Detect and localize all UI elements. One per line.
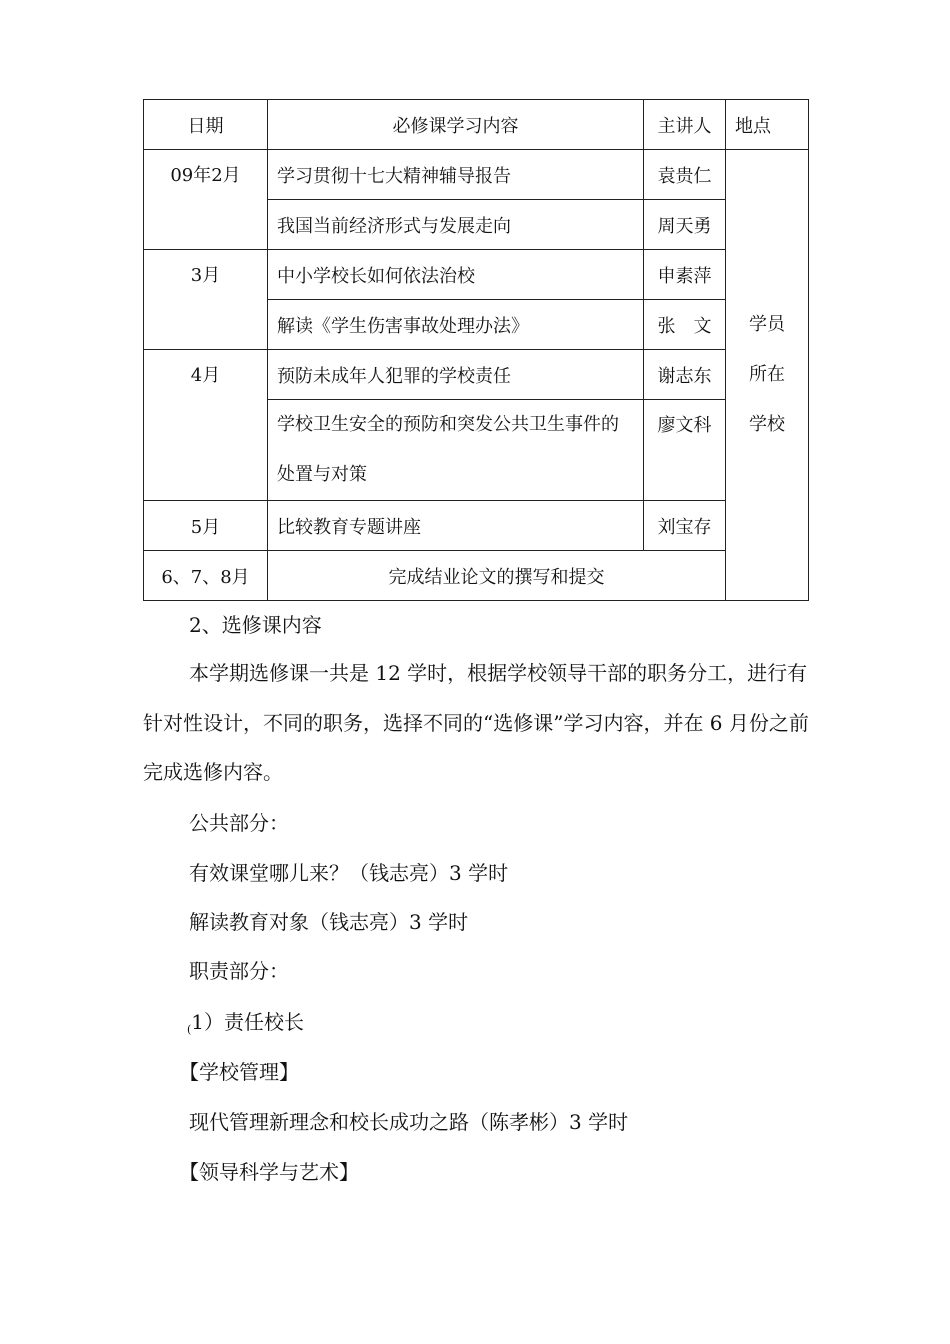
place-cell: [726, 150, 809, 601]
speaker-cell: 周天勇: [644, 200, 726, 250]
table-header-row: [144, 100, 809, 150]
speaker-cell: 刘宝存: [644, 501, 726, 551]
place-text: 学员所在学校: [748, 314, 785, 435]
table-row: [144, 551, 809, 601]
public-item-2: 解读教育对象（钱志亮）3 学时: [189, 910, 469, 934]
content-cell: 我国当前经济形式与发展走向: [268, 200, 644, 250]
table-row: [144, 150, 809, 200]
duty-item: [143, 1007, 813, 1045]
speaker-cell: 谢志东: [644, 350, 726, 400]
category-item: 现代管理新理念和校长成功之路（陈孝彬）3 学时: [189, 1110, 629, 1134]
header-content: 必修课学习内容: [268, 100, 644, 150]
speaker-cell: 廖文科: [644, 400, 726, 501]
content-cell: 学校卫生安全的预防和突发公共卫生事件的处置与对策: [268, 400, 644, 501]
table-row: [144, 250, 809, 300]
public-label: 公共部分：: [189, 811, 289, 835]
category-heading: 【领导科学与艺术】: [179, 1160, 359, 1184]
duty-mark: (: [187, 1023, 192, 1036]
date-cell: 09年2月: [144, 150, 268, 250]
date-cell: 3月: [144, 250, 268, 350]
public-item-1: 有效课堂哪儿来？（钱志亮）3 学时: [189, 861, 509, 885]
table-row: [144, 501, 809, 551]
content-cell: 学习贯彻十七大精神辅导报告: [268, 150, 644, 200]
header-place: 地点: [726, 100, 809, 150]
category-heading: 【学校管理】: [179, 1060, 299, 1084]
date-cell: 5月: [144, 501, 268, 551]
speaker-cell: 张 文: [644, 300, 726, 350]
date-cell: 4月: [144, 350, 268, 501]
content-cell: 预防未成年人犯罪的学校责任: [268, 350, 644, 400]
date-cell: 6、7、8月: [144, 551, 268, 601]
content-cell: 完成结业论文的撰写和提交: [268, 551, 726, 601]
section-heading: 2、选修课内容: [189, 613, 322, 637]
content-cell: 解读《学生伤害事故处理办法》: [268, 300, 644, 350]
intro-paragraph: 本学期选修课一共是 12 学时，根据学校领导干部的职务分工，进行有针对性设计，不同的职务，选择不同的“选修课”学习内容，并在 6 月份之前完成选修内容。: [143, 661, 809, 784]
header-speaker: 主讲人: [644, 100, 726, 150]
duty-label: 职责部分：: [189, 959, 289, 983]
content-cell: 中小学校长如何依法治校: [268, 250, 644, 300]
duty-item-text: 1）责任校长: [191, 1010, 305, 1034]
required-course-table: [143, 99, 809, 601]
speaker-cell: 申素萍: [644, 250, 726, 300]
speaker-cell: 袁贵仁: [644, 150, 726, 200]
content-cell: 比较教育专题讲座: [268, 501, 644, 551]
table-row: [144, 350, 809, 400]
header-date: 日期: [144, 100, 268, 150]
